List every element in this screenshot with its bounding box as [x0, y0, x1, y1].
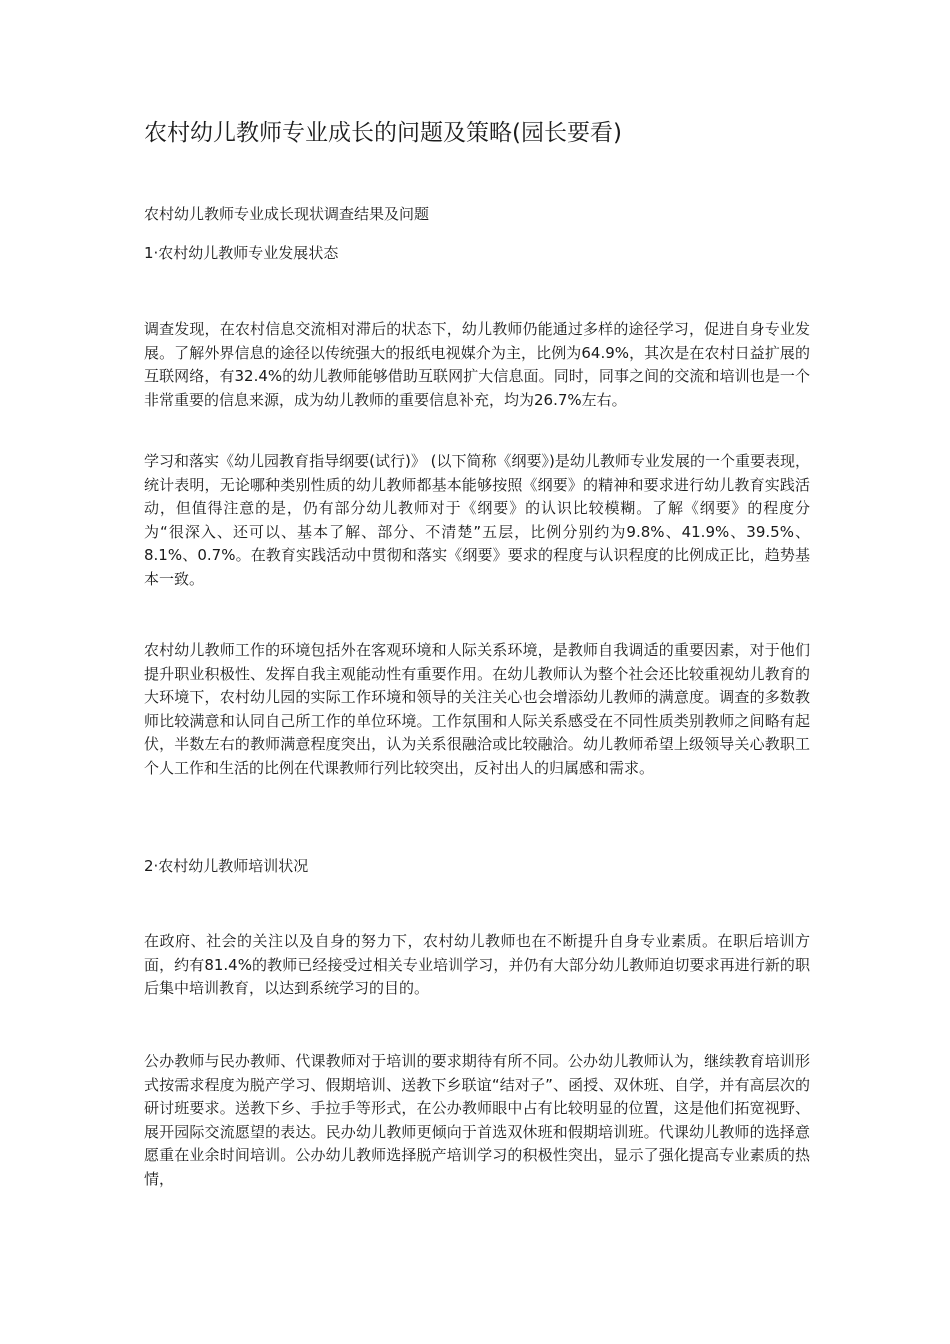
subsection-heading-1: 1·农村幼儿教师专业发展状态	[144, 244, 339, 262]
paragraph-5: 公办教师与民办教师、代课教师对于培训的要求期待有所不同。公办幼儿教师认为，继续教育培训形式按需求程度为脱产学习、假期培训、送教下乡联谊“结对子”、函授、双休班、自学，并有高层次的研讨班要求。送教下乡、手拉手等形式，在公办教师眼中占有比较明显的位置，这是他们拓宽视野、展开园际交流愿望的表达。民办幼儿教师更倾向于首选双休班和假期培训班。代课幼儿教师的选择意愿重在业余时间培训。公办幼儿教师选择脱产培训学习的积极性突出，显示了强化提高专业素质的热情，	[144, 1052, 810, 1188]
section-title: 农村幼儿教师专业成长现状调查结果及问题	[144, 205, 430, 223]
document-title: 农村幼儿教师专业成长的问题及策略(园长要看)	[144, 120, 622, 146]
paragraph-1: 调查发现，在农村信息交流相对滞后的状态下，幼儿教师仍能通过多样的途径学习，促进自身专业发展。了解外界信息的途径以传统强大的报纸电视媒介为主，比例为64.9%，其次是在农村日益扩展的互联网络，有32.4%的幼儿教师能够借助互联网扩大信息面。同时，同事之间的交流和培训也是一个非常重要的信息来源，成为幼儿教师的重要信息补充，均为26.7%左右。	[144, 320, 810, 409]
paragraph-3: 农村幼儿教师工作的环境包括外在客观环境和人际关系环境，是教师自我调适的重要因素，对于他们提升职业积极性、发挥自我主观能动性有重要作用。在幼儿教师认为整个社会还比较重视幼儿教育的大环境下，农村幼儿园的实际工作环境和领导的关注关心也会增添幼儿教师的满意度。调查的多数教师比较满意和认同自己所工作的单位环境。工作氛围和人际关系感受在不同性质类别教师之间略有起伏，半数左右的教师满意程度突出，认为关系很融洽或比较融洽。幼儿教师希望上级领导关心教职工个人工作和生活的比例在代课教师行列比较突出，反衬出人的归属感和需求。	[144, 641, 810, 777]
paragraph-4: 在政府、社会的关注以及自身的努力下，农村幼儿教师也在不断提升自身专业素质。在职后培训方面，约有81.4%的教师已经接受过相关专业培训学习，并仍有大部分幼儿教师迫切要求再进行新的职后集中培训教育，以达到系统学习的目的。	[144, 932, 810, 997]
subsection-heading-2: 2·农村幼儿教师培训状况	[144, 857, 309, 875]
paragraph-2: 学习和落实《幼儿园教育指导纲要(试行)》 (以下简称《纲要》)是幼儿教师专业发展的一个重要表现，统计表明，无论哪种类别性质的幼儿教师都基本能够按照《纲要》的精神和要求进行幼儿教育实践活动，但值得注意的是，仍有部分幼儿教师对于《纲要》的认识比较模糊。了解《纲要》的程度分为“很深入、还可以、基本了解、部分、不清楚”五层，比例分别约为9.8%、41.9%、39.5%、8.1%、0.7%。在教育实践活动中贯彻和落实《纲要》要求的程度与认识程度的比例成正比，趋势基本一致。	[144, 452, 810, 588]
